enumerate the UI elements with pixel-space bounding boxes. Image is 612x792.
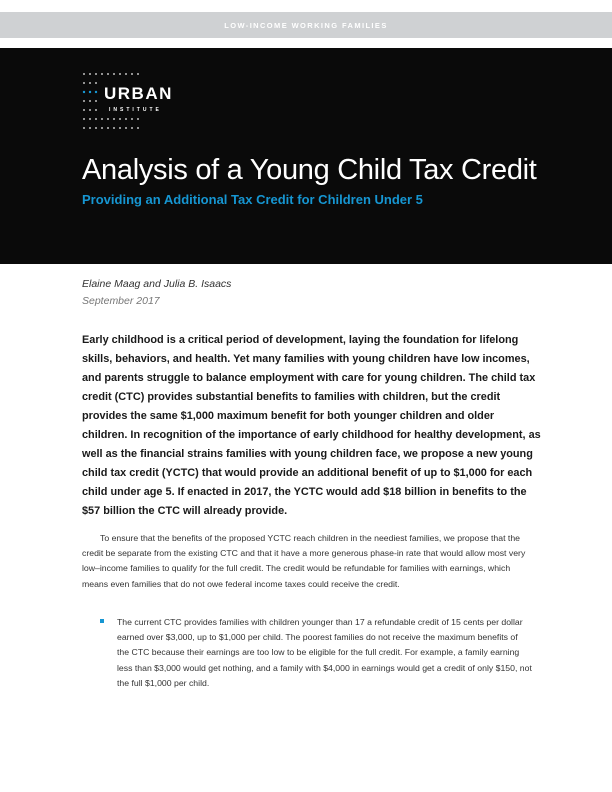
report-subtitle: Providing an Additional Tax Credit for Children Under 5	[82, 192, 423, 207]
report-title: Analysis of a Young Child Tax Credit	[82, 154, 537, 186]
lead-paragraph: Early childhood is a critical period of development, laying the foundation for lifelong skills, behaviors, and health. Yet many families with young children have low incomes, and parents struggle to balance employment with care for young children. The child tax credit (CTC) provides substantial benefits to families with children, but the credit provides the same $1,000 maximum benefit for both younger children and older children. In recognition of the importance of early childhood for healthy development, as well as the financial strains families with young children face, we propose a new young child tax credit (YCTC) that would provide an additional benefit of up to $1,000 for each child under age 5. If enacted in 2017, the YCTC would add $18 billion in benefits to the $57 billion the CTC will already provide.	[82, 334, 541, 517]
logo-subword: INSTITUTE	[109, 107, 162, 113]
series-label: LOW-INCOME WORKING FAMILIES	[224, 20, 388, 30]
title-banner	[0, 48, 612, 264]
logo-wordmark: URBAN	[104, 84, 173, 103]
series-banner	[0, 12, 612, 38]
bullet-item	[100, 615, 540, 691]
report-date: September 2017	[82, 295, 160, 307]
report-authors: Elaine Maag and Julia B. Isaacs	[82, 278, 232, 290]
square-bullet-icon	[100, 619, 104, 623]
urban-institute-logo	[82, 72, 182, 132]
bullet-text: The current CTC provides families with children younger than 17 a refundable credit of 15 cents per dollar earned over $3,000, up to $1,000 per child. The poorest families do not receive the maximum benefits of the CTC because their earnings are too low to be eligible for the full credit. For example, a family earning less than $3,000 would get nothing, and a family with $4,000 in earnings would get a credit of only $150, not the full $1,000 per child.	[117, 617, 532, 688]
body-paragraph: To ensure that the benefits of the proposed YCTC reach children in the neediest families, we propose that the credit be separate from the existing CTC and that it have a more generous phase-in rate that would allow most very low–income families to qualify for the full credit. The credit would be refundable for families with earnings, which means even families that do not owe federal income taxes could receive the credit.	[82, 533, 526, 589]
